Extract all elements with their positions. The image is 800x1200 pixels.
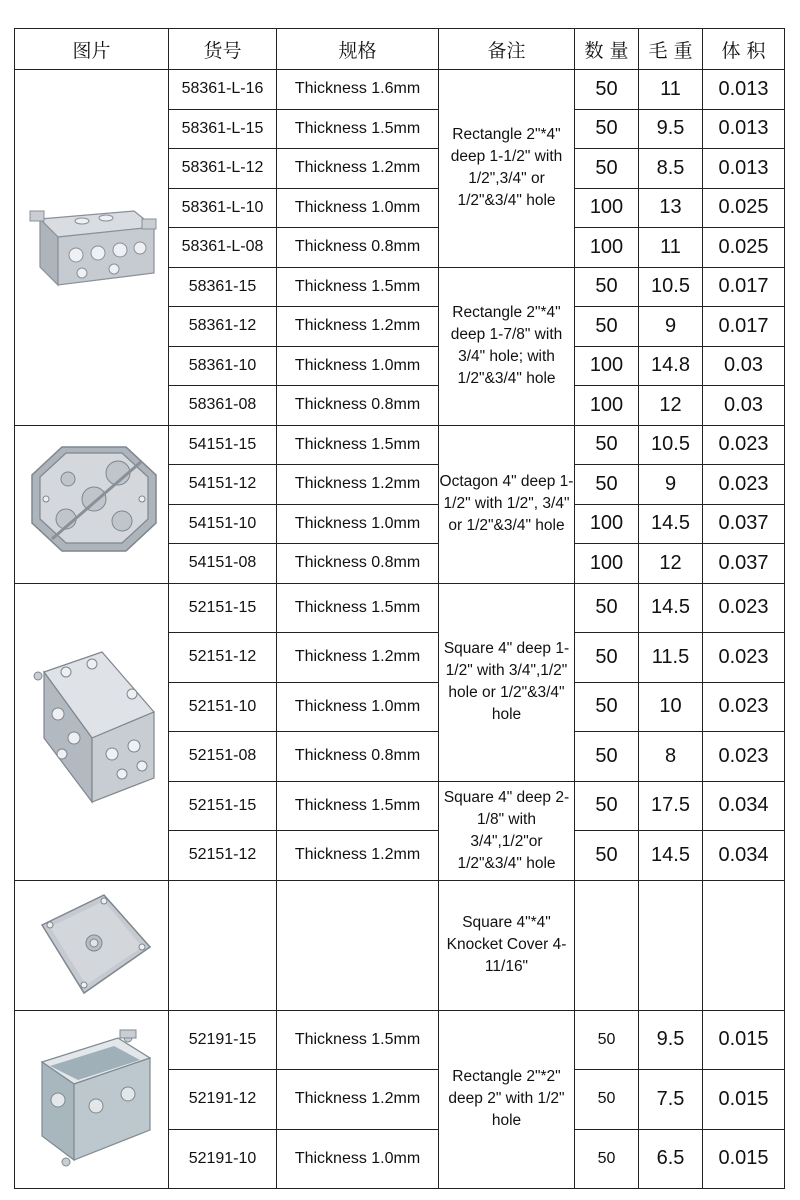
item-volume: 0.023 — [703, 583, 785, 633]
item-code: 52191-12 — [169, 1070, 277, 1130]
item-volume: 0.023 — [703, 682, 785, 732]
item-weight: 10.5 — [639, 425, 703, 465]
item-qty: 100 — [575, 346, 639, 386]
item-volume: 0.03 — [703, 386, 785, 426]
item-weight: 8.5 — [639, 149, 703, 189]
item-code: 54151-10 — [169, 504, 277, 544]
header-qty: 数 量 — [575, 29, 639, 70]
item-thickness: Thickness 0.8mm — [277, 544, 439, 584]
item-thickness: Thickness 1.2mm — [277, 1070, 439, 1130]
item-weight: 11 — [639, 70, 703, 110]
item-volume: 0.023 — [703, 633, 785, 683]
item-code: 58361-L-16 — [169, 70, 277, 110]
item-code: 52191-10 — [169, 1129, 277, 1189]
item-thickness: Thickness 0.8mm — [277, 386, 439, 426]
item-code: 52151-15 — [169, 781, 277, 831]
item-thickness: Thickness 1.0mm — [277, 1129, 439, 1189]
item-qty: 100 — [575, 228, 639, 268]
item-weight: 10 — [639, 682, 703, 732]
item-qty: 50 — [575, 583, 639, 633]
item-qty: 50 — [575, 465, 639, 505]
item-qty: 50 — [575, 1010, 639, 1070]
item-weight: 12 — [639, 544, 703, 584]
octagon-box-icon — [22, 439, 162, 569]
item-code: 58361-10 — [169, 346, 277, 386]
header-weight: 毛 重 — [639, 29, 703, 70]
item-note: Rectangle 2"*4" deep 1-1/2" with 1/2",3/4" or 1/2"&3/4" hole — [439, 70, 575, 268]
item-code: 58361-L-12 — [169, 149, 277, 189]
item-volume: 0.015 — [703, 1010, 785, 1070]
product-image-rectangle-box — [15, 70, 169, 426]
item-code: 58361-L-08 — [169, 228, 277, 268]
item-volume: 0.023 — [703, 425, 785, 465]
item-volume: 0.034 — [703, 781, 785, 831]
item-thickness: Thickness 1.0mm — [277, 188, 439, 228]
item-qty: 50 — [575, 682, 639, 732]
item-volume: 0.025 — [703, 228, 785, 268]
item-thickness: Thickness 1.0mm — [277, 682, 439, 732]
item-thickness: Thickness 1.2mm — [277, 831, 439, 881]
item-volume: 0.023 — [703, 465, 785, 505]
item-thickness: Thickness 1.0mm — [277, 504, 439, 544]
header-image: 图片 — [15, 29, 169, 70]
item-volume: 0.03 — [703, 346, 785, 386]
item-thickness: Thickness 1.2mm — [277, 633, 439, 683]
item-weight: 14.5 — [639, 583, 703, 633]
item-thickness: Thickness 1.5mm — [277, 267, 439, 307]
item-volume: 0.013 — [703, 109, 785, 149]
item-weight: 11 — [639, 228, 703, 268]
item-code: 52151-15 — [169, 583, 277, 633]
item-weight: 14.5 — [639, 831, 703, 881]
item-qty: 50 — [575, 1070, 639, 1130]
item-weight: 14.8 — [639, 346, 703, 386]
item-qty: 50 — [575, 149, 639, 189]
item-volume: 0.023 — [703, 732, 785, 782]
item-volume: 0.037 — [703, 544, 785, 584]
item-weight: 14.5 — [639, 504, 703, 544]
item-code: 52151-10 — [169, 682, 277, 732]
header-row — [15, 29, 785, 70]
item-qty: 100 — [575, 544, 639, 584]
item-note: Square 4" deep 2-1/8" with 3/4",1/2"or 1/2"&3/4" hole — [439, 781, 575, 880]
item-note: Octagon 4" deep 1-1/2" with 1/2", 3/4" or 1/2"&3/4" hole — [439, 425, 575, 583]
rectangle-box-icon — [22, 197, 162, 297]
item-volume: 0.034 — [703, 831, 785, 881]
item-weight: 9 — [639, 465, 703, 505]
product-image-square-cover — [15, 880, 169, 1010]
item-thickness: Thickness 1.2mm — [277, 307, 439, 347]
item-code: 52191-15 — [169, 1010, 277, 1070]
item-weight: 8 — [639, 732, 703, 782]
item-thickness: Thickness 1.2mm — [277, 149, 439, 189]
item-qty: 50 — [575, 109, 639, 149]
table-row — [15, 425, 785, 465]
product-image-square-box — [15, 583, 169, 880]
item-note: Square 4"*4" Knocket Cover 4-11/16" — [439, 880, 575, 1010]
item-code: 52151-08 — [169, 732, 277, 782]
header-note: 备注 — [439, 29, 575, 70]
item-qty — [575, 880, 639, 1010]
item-thickness: Thickness 1.2mm — [277, 465, 439, 505]
table-row — [15, 880, 785, 1010]
item-qty: 100 — [575, 386, 639, 426]
item-code: 58361-L-10 — [169, 188, 277, 228]
item-qty: 50 — [575, 307, 639, 347]
item-qty: 50 — [575, 831, 639, 881]
table-row — [15, 1010, 785, 1070]
item-weight: 11.5 — [639, 633, 703, 683]
square-box-icon — [22, 642, 162, 822]
item-qty: 50 — [575, 70, 639, 110]
item-weight: 6.5 — [639, 1129, 703, 1189]
item-thickness: Thickness 1.5mm — [277, 109, 439, 149]
item-code: 58361-08 — [169, 386, 277, 426]
item-thickness: Thickness 1.5mm — [277, 781, 439, 831]
item-volume: 0.037 — [703, 504, 785, 544]
item-note: Rectangle 2"*4" deep 1-7/8" with 3/4" hole; with 1/2"&3/4" hole — [439, 267, 575, 425]
item-qty: 50 — [575, 732, 639, 782]
item-qty: 50 — [575, 267, 639, 307]
item-code: 58361-12 — [169, 307, 277, 347]
item-qty: 50 — [575, 1129, 639, 1189]
item-thickness: Thickness 1.5mm — [277, 583, 439, 633]
item-thickness: Thickness 1.0mm — [277, 346, 439, 386]
item-weight: 13 — [639, 188, 703, 228]
product-image-handy-box — [15, 1010, 169, 1189]
item-code: 58361-L-15 — [169, 109, 277, 149]
item-weight: 9 — [639, 307, 703, 347]
item-volume: 0.015 — [703, 1129, 785, 1189]
item-qty: 50 — [575, 633, 639, 683]
item-code: 52151-12 — [169, 831, 277, 881]
item-qty: 50 — [575, 425, 639, 465]
item-code: 54151-15 — [169, 425, 277, 465]
item-thickness: Thickness 1.6mm — [277, 70, 439, 110]
item-code: 54151-12 — [169, 465, 277, 505]
header-code: 货号 — [169, 29, 277, 70]
item-code — [169, 880, 277, 1010]
item-volume — [703, 880, 785, 1010]
item-weight: 7.5 — [639, 1070, 703, 1130]
item-weight: 10.5 — [639, 267, 703, 307]
item-weight: 17.5 — [639, 781, 703, 831]
item-thickness: Thickness 1.5mm — [277, 425, 439, 465]
item-thickness: Thickness 1.5mm — [277, 1010, 439, 1070]
product-image-octagon-box — [15, 425, 169, 583]
table-row — [15, 583, 785, 633]
item-weight: 9.5 — [639, 109, 703, 149]
item-note: Square 4" deep 1-1/2" with 3/4",1/2" hole or 1/2"&3/4" hole — [439, 583, 575, 781]
item-weight: 9.5 — [639, 1010, 703, 1070]
item-thickness: Thickness 0.8mm — [277, 732, 439, 782]
square-cover-icon — [22, 885, 162, 1005]
item-volume: 0.013 — [703, 149, 785, 189]
item-code: 58361-15 — [169, 267, 277, 307]
item-thickness — [277, 880, 439, 1010]
table-row — [15, 70, 785, 110]
product-spec-table — [14, 28, 785, 1189]
item-code: 54151-08 — [169, 544, 277, 584]
item-volume: 0.017 — [703, 307, 785, 347]
header-spec: 规格 — [277, 29, 439, 70]
item-qty: 100 — [575, 188, 639, 228]
item-volume: 0.013 — [703, 70, 785, 110]
item-weight — [639, 880, 703, 1010]
item-weight: 12 — [639, 386, 703, 426]
item-note: Rectangle 2"*2" deep 2" with 1/2" hole — [439, 1010, 575, 1189]
item-volume: 0.017 — [703, 267, 785, 307]
handy-box-icon — [22, 1024, 162, 1174]
item-qty: 50 — [575, 781, 639, 831]
header-volume: 体 积 — [703, 29, 785, 70]
item-thickness: Thickness 0.8mm — [277, 228, 439, 268]
item-volume: 0.025 — [703, 188, 785, 228]
item-code: 52151-12 — [169, 633, 277, 683]
item-qty: 100 — [575, 504, 639, 544]
item-volume: 0.015 — [703, 1070, 785, 1130]
